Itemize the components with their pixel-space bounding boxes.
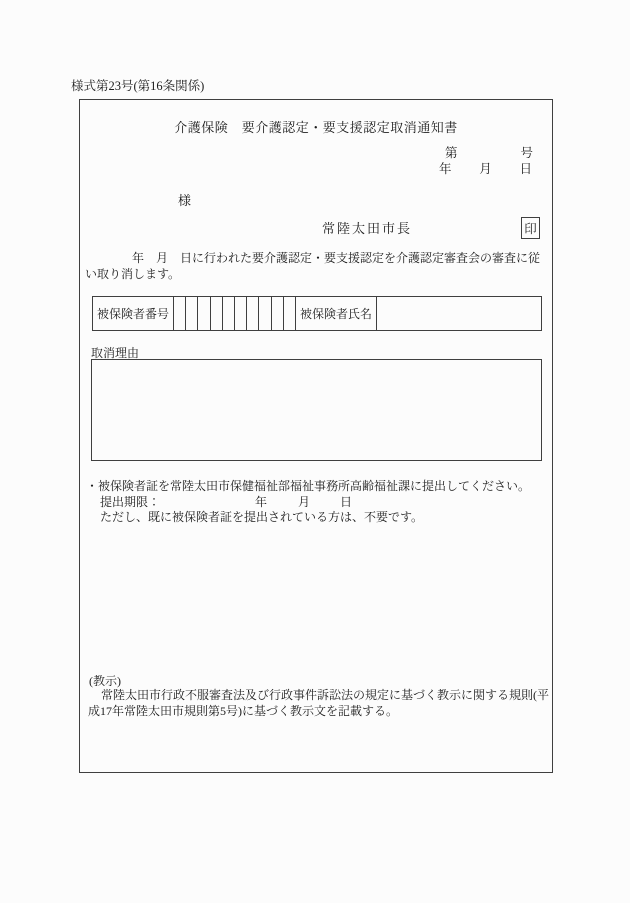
reason-box xyxy=(91,359,542,461)
insured-number-digit-cell xyxy=(271,297,283,330)
kyoji-body xyxy=(88,688,556,719)
deadline-label: 提出期限： xyxy=(100,494,161,509)
deadline-day-label: 日 xyxy=(340,494,353,509)
insured-table xyxy=(92,296,542,331)
insured-number-digit-cell xyxy=(174,297,185,330)
insured-number-digit-cell xyxy=(210,297,222,330)
insured-number-digit-cell xyxy=(197,297,209,330)
note-deadline-line xyxy=(86,495,546,511)
notes-section xyxy=(86,479,546,526)
doc-number-prefix: 第 xyxy=(445,146,458,160)
insured-name-label: 被保険者氏名 xyxy=(295,297,376,330)
insured-number-digit-cell xyxy=(283,297,295,330)
date-month-label: 月 xyxy=(479,162,492,176)
issue-date-line xyxy=(439,159,532,177)
seal-box xyxy=(521,217,540,239)
seal-mark: 印 xyxy=(524,222,537,236)
document-title: 介護保険 要介護認定・要支援認定取消通知書 xyxy=(174,120,458,135)
date-day-label: 日 xyxy=(519,162,532,176)
insured-number-digit-cell xyxy=(258,297,270,330)
doc-number-suffix: 号 xyxy=(520,146,533,160)
insured-number-digit-cell xyxy=(234,297,246,330)
body-line-1: 年 月 日に行われた要介護認定・要支援認定を介護認定審査会の審査に従 xyxy=(132,251,541,265)
deadline-month-label: 月 xyxy=(298,494,311,509)
kyoji-line-2: 成17年常陸太田市規則第5号)に基づく教示文を記載する。 xyxy=(88,703,398,718)
note-line-1: ・被保険者証を常陸太田市保健福祉部福祉事務所高齢福祉課に提出してください。 xyxy=(86,479,531,493)
date-year-label: 年 xyxy=(439,162,452,176)
kyoji-heading: (教示) xyxy=(89,674,121,688)
insured-number-digit-cell xyxy=(185,297,197,330)
insured-name-value xyxy=(376,297,541,330)
insured-number-cells xyxy=(173,297,295,330)
insured-number-digit-cell xyxy=(246,297,258,330)
body-paragraph xyxy=(85,250,555,282)
deadline-year-label: 年 xyxy=(255,494,268,509)
body-line-2: い取り消します。 xyxy=(85,267,181,281)
reason-label: 取消理由 xyxy=(91,346,140,360)
form-number-label: 様式第23号(第16条関係) xyxy=(71,79,205,93)
insured-number-label: 被保険者番号 xyxy=(96,307,169,321)
insured-number-digit-cell xyxy=(222,297,234,330)
issuer-name: 常陸太田市長 xyxy=(322,221,413,236)
addressee-honorific: 様 xyxy=(178,193,192,208)
kyoji-line-1: 常陸太田市行政不服審査法及び行政事件訴訟法の規定に基づく教示に関する規則(平 xyxy=(101,688,549,702)
note-line-3: ただし、既に被保険者証を提出されている方は、不要です。 xyxy=(100,510,424,524)
